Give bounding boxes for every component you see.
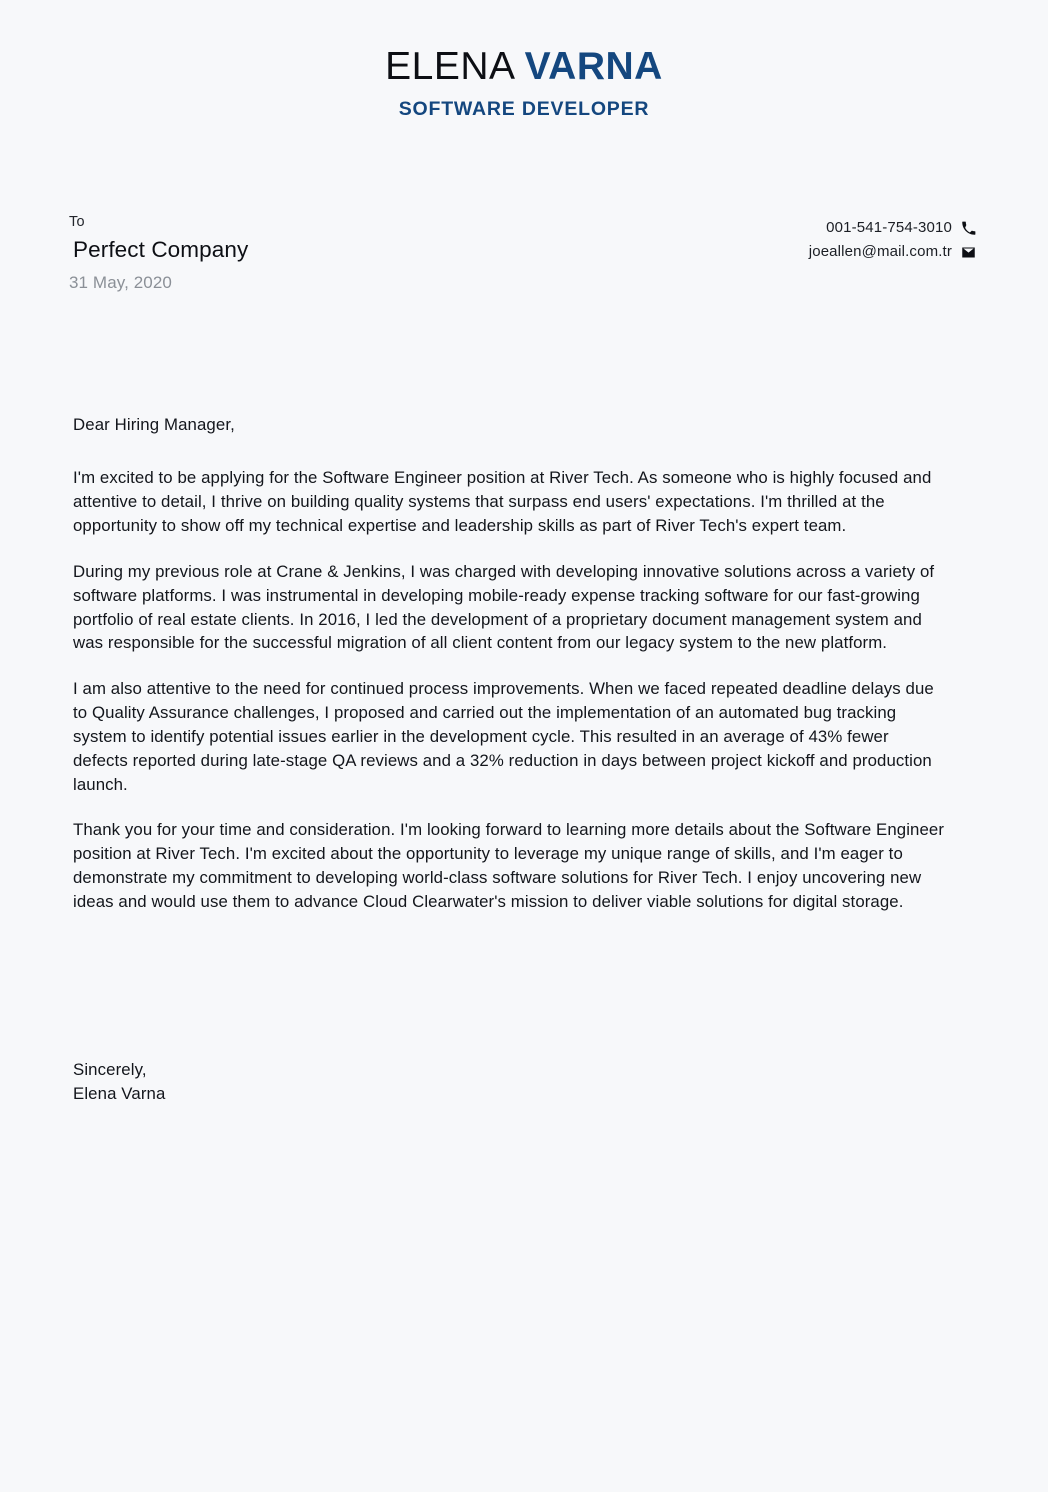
contact-email-text: joeallen@mail.com.tr [808,243,952,261]
letter-paragraph-2: During my previous role at Crane & Jenkins, I was charged with developing innovative solutions across a variety of software platforms. I was instrumental in developing mobile-ready expense tracking software for our fast-growing portfolio of real estate clients. In 2016, I led the development of a proprietary document management system and was responsible for the successful migration of all client content from our legacy system to the new platform. [73,561,935,653]
applicant-first-name: ELENA [385,45,516,88]
letter-date: 31 May, 2020 [69,272,172,292]
applicant-last-name: VARNA [524,45,663,88]
letter-paragraph-3: I am also attentive to the need for continued process improvements. When we faced repeated deadline delays due to Quality Assurance challenges, I proposed and carried out the implementation of an automated bug tracking system to identify potential issues earlier in the development cycle. This resulted in an average of 43% fewer defects reported during late-stage QA reviews and a 32% reduction in days between project kickoff and production launch. [73,679,934,794]
contact-phone-text: 001-541-754-3010 [826,219,952,236]
letter-paragraph-4: Thank you for your time and consideration. I'm looking forward to learning more details about the Software Engineer position at River Tech. I'm excited about the opportunity to leverage my unique range of skills, and I'm eager to demonstrate my commitment to developing world-class software solutions for River Tech. I enjoy uncovering new ideas and would use them to advance Cloud Clearwater's mission to deliver viable solutions for digital storage. [73,820,945,911]
letter-body [73,413,947,914]
letterhead [0,0,1048,121]
contact-email-line [809,240,976,264]
letter-meta-row [0,212,1048,295]
envelope-icon [960,244,976,260]
applicant-name [0,44,1048,90]
signature-name: Elena Varna [73,1084,166,1104]
recipient-block [69,212,248,295]
signature-sign-off: Sincerely, [73,1060,147,1079]
letter-salutation: Dear Hiring Manager, [73,415,235,434]
letter-paragraph-1: I'm excited to be applying for the Software Engineer position at River Tech. As someone who is highly focused and attentive to detail, I thrive on building quality systems that surpass end users' expectations. I'm thrilled at the opportunity to show off my technical expertise and leadership skills as part of River Tech's expert team. [73,468,932,536]
applicant-job-title: SOFTWARE DEVELOPER [398,98,650,121]
phone-icon [960,220,976,236]
to-label: To [69,214,85,230]
contact-phone-line [809,216,976,240]
contact-block [809,212,976,265]
signature-block [73,1058,473,1106]
recipient-company-name: Perfect Company [73,237,249,263]
